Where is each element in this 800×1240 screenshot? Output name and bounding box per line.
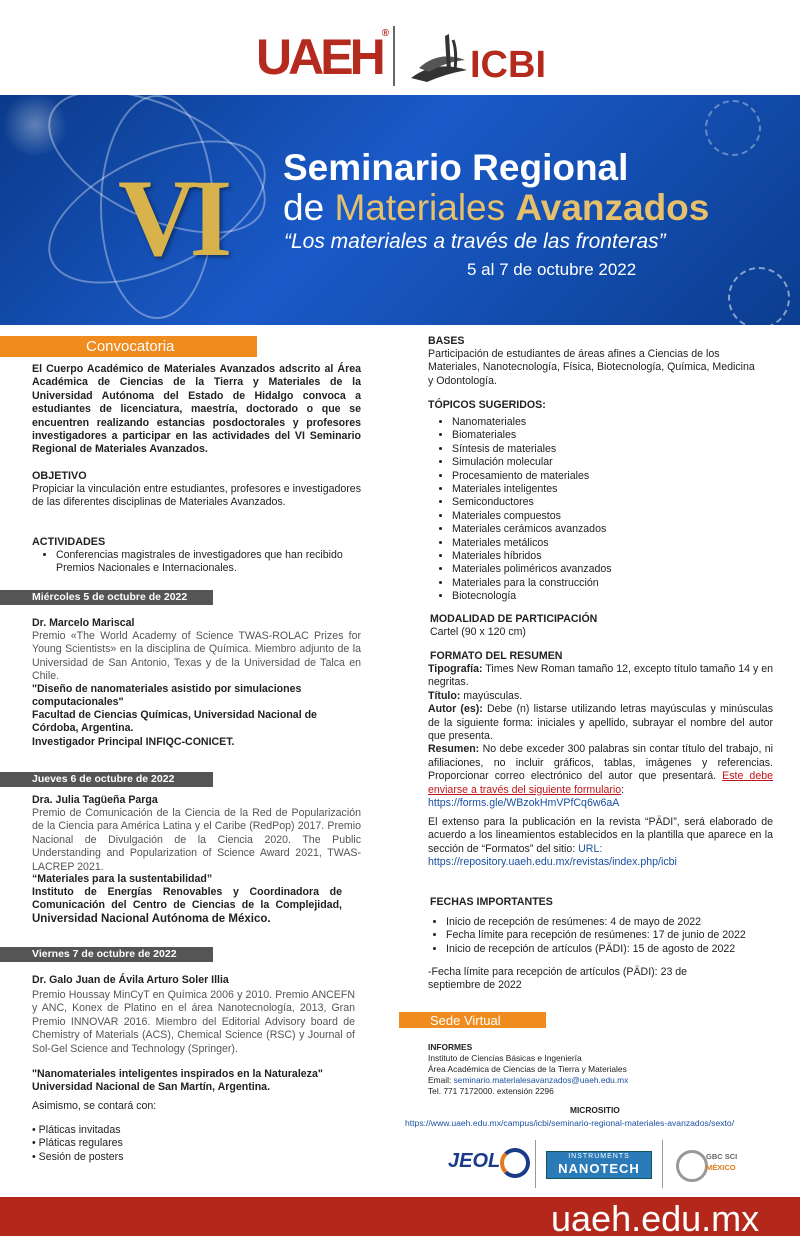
list-item: • Fecha límite para recepción de resúmenes: 17 de junio de 2022 [446, 929, 800, 942]
form-url-link[interactable]: https://forms.gle/WBzokHmVPfCq6w6aA [428, 797, 620, 810]
modalidad-heading: MODALIDAD DE PARTICIPACIÓN [430, 613, 598, 625]
list-item: • Inicio de recepción de artículos (PÄDI): 15 de agosto de 2022 [446, 943, 800, 956]
extras-list [32, 1124, 123, 1164]
informes-tel: Tel. 771 7172000. extensión 2296 [428, 1086, 554, 1096]
actividades-list [32, 549, 356, 576]
nanotech-logo: INSTRUMENTS NANOTECH [546, 1151, 652, 1179]
gbc-mexico-text: MÉXICO [706, 1163, 736, 1172]
list-item: • Síntesis de materiales [452, 443, 782, 456]
uaeh-logo: UAEH® [256, 28, 390, 85]
fecha-extra: -Fecha límite para recepción de artículos (PÄDI): 23 de septiembre de 2022 [428, 966, 688, 992]
speaker2-name: Dra. Julia Tagüeña Parga [32, 794, 158, 806]
asimismo-text: Asimismo, se contará con: [32, 1100, 157, 1112]
bases-heading: BASES [428, 335, 465, 347]
banner-title-line1: Seminario Regional [283, 147, 629, 188]
edition-roman-numeral: VI [118, 157, 225, 279]
sponsor-divider [662, 1140, 663, 1188]
micrositio-heading: MICROSITIO [570, 1105, 620, 1115]
fechas-heading: FECHAS IMPORTANTES [430, 896, 553, 908]
list-item: • Inicio de recepción de resúmenes: 4 de mayo de 2022 [446, 916, 800, 929]
speaker1-institution: Facultad de Ciencias Químicas, Universidad Nacional de Córdoba, Argentina. [32, 709, 317, 735]
list-item: • Materiales inteligentes [452, 483, 782, 496]
day2-bar: Jueves 6 de octubre de 2022 [0, 772, 213, 787]
fullerene-icon [728, 267, 790, 325]
molecule-decoration [0, 95, 70, 155]
speaker3-name: Dr. Galo Juan de Ávila Arturo Soler Illia [32, 974, 229, 986]
sede-title: Sede Virtual [430, 1013, 501, 1028]
list-item: • Materiales cerámicos avanzados [452, 523, 782, 536]
speaker1-name: Dr. Marcelo Mariscal [32, 617, 135, 629]
banner-quote: “Los materiales a través de las fronteras” [284, 230, 666, 253]
extenso-text: El extenso para la publicación en la revista “PÄDI”, será elaborado de acuerdo a los lineamientos establecidos en la plantilla que aparece en la sección de “Formatos” del sitio: URL: https://repository.uaeh.edu.mx/revistas/index.php/icbi [428, 816, 773, 869]
fechas-list [422, 916, 800, 956]
list-item: • Procesamiento de materiales [452, 470, 782, 483]
speaker3-bio: Premio Houssay MinCyT en Química 2006 y 2010. Premio ANCEFN y ANC, Konex de Platino en el área Nanotecnología, 2013, Gran Premio INNOVAR 2016. Miembro del Editorial Advisory board de Chemistry of Materials (ACS), Chemical Science (RSC) y Journal of Sol-Gel Science and Technology (Springer). [32, 989, 355, 1055]
fullerene-icon [705, 100, 761, 156]
speaker2-talk: “Materiales para la sustentabilidad” [32, 873, 213, 885]
gbc-logo-icon [676, 1150, 708, 1182]
micrositio-link[interactable]: https://www.uaeh.edu.mx/campus/icbi/seminario-regional-materiales-avanzados/sexto/ [405, 1118, 735, 1128]
convocatoria-title: Convocatoria [86, 338, 175, 355]
speaker2-bio: Premio de Comunicación de la Ciencia de la Red de Popularización de la Ciencia para América Latina y el Caribe (RedPop) 2017. Premio Nacional de Divulgación de la Ciencia 2020. The Public Understanding and Popularization of Science Award 2021, TWAS-LACREP 2021. [32, 807, 361, 873]
repository-link[interactable]: https://repository.uaeh.edu.mx/revistas/index.php/icbi [428, 856, 677, 869]
list-item: • Simulación molecular [452, 456, 782, 469]
list-item: • Pláticas regulares [32, 1137, 123, 1150]
banner-dates: 5 al 7 de octubre 2022 [467, 260, 637, 279]
email-link[interactable]: seminario.materialesavanzados@uaeh.edu.mx [453, 1075, 629, 1085]
list-item: • Materiales para la construcción [452, 577, 782, 590]
speaker1-bio: Premio «The World Academy of Science TWAS-ROLAC Prizes for Young Scientists» en la disciplina de Química. Miembro adjunto de la Universidad de San Antonio, Texas y de la Universidad de Talca en Chile. [32, 630, 361, 683]
autor-line: Autor (es): Debe (n) listarse utilizando letras mayúsculas y minúsculas de la siguiente forma: iniciales y apellido, subrayar el nombre del autor que presenta. [428, 703, 773, 743]
jeol-swoosh-icon [500, 1148, 530, 1178]
list-item: • Semiconductores [452, 496, 782, 509]
gbc-logo-text: GBC SCI [706, 1152, 738, 1161]
objetivo-heading: OBJETIVO [32, 470, 87, 482]
day3-bar: Viernes 7 de octubre de 2022 [0, 947, 213, 962]
sponsor-divider [535, 1140, 536, 1188]
logo-divider [393, 26, 395, 86]
day1-bar: Miércoles 5 de octubre de 2022 [0, 590, 213, 605]
banner-title-line2: de Materiales Avanzados [283, 187, 710, 228]
informes-block [428, 1042, 628, 1097]
titulo-line: Título: mayúsculas. [428, 689, 523, 702]
topicos-list [428, 416, 782, 604]
speaker3-institution: Universidad Nacional de San Martín, Argentina. [32, 1081, 271, 1093]
event-banner [0, 95, 800, 325]
speaker3-talk: "Nanomateriales inteligentes inspirados en la Naturaleza" [32, 1068, 323, 1080]
informes-institute: Instituto de Ciencias Básicas e Ingeniería [428, 1053, 582, 1063]
topicos-heading: TÓPICOS SUGERIDOS: [428, 399, 546, 411]
intro-text: El Cuerpo Académico de Materiales Avanzados adscrito al Área Académica de Ciencias de la Tierra y Materiales de la Universidad Autónoma del Estado de Hidalgo convoca a estudiantes de licenciatura, maestría, doctorado o que se encuentren realizando estancias posdoctorales y profesores investigadores a participar en las actividades del VI Seminario Regional de Materiales Avanzados. [32, 363, 361, 456]
list-item: • Materiales poliméricos avanzados [452, 563, 782, 576]
actividades-heading: ACTIVIDADES [32, 536, 106, 548]
formulario-link[interactable]: Este debe enviarse a través del siguiente formulario [428, 770, 774, 796]
modalidad-text: Cartel (90 x 120 cm) [430, 626, 526, 638]
jeol-logo: JEOL [448, 1150, 501, 1172]
formato-heading: FORMATO DEL RESUMEN [430, 650, 563, 662]
resumen-line: Resumen: No debe exceder 300 palabras sin contar título del trabajo, ni afiliaciones, no incluir gráficos, tablas, imágenes y referencias. Proporcionar correo electrónico del autor que presentará. Este debe enviarse a través del siguiente formulario: [428, 743, 774, 796]
speaker1-talk: "Diseño de nanomateriales asistido por simulaciones computacionales" [32, 683, 302, 709]
list-item: • Sesión de posters [32, 1150, 124, 1163]
list-item: • Nanomateriales [452, 416, 782, 429]
informes-area: Área Académica de Ciencias de la Tierra y Materiales [428, 1064, 627, 1074]
speaker1-role: Investigador Principal INFIQC-CONICET. [32, 736, 235, 748]
formato-text [428, 663, 773, 810]
speaker2-institution: Instituto de Energías Renovables y Coordinadora de Comunicación del Centro de Ciencias de la Complejidad, Universidad Nacional Autónoma de México. [32, 886, 342, 925]
objetivo-text: Propiciar la vinculación entre estudiantes, profesores e investigadores de las diferentes disciplinas de Materiales Avanzados. [32, 483, 361, 509]
bases-text: Participación de estudiantes de áreas afines a Ciencias de los Materiales, Nanotecnología, Física, Biotecnología, Química, Medicina y Odontología. [428, 348, 755, 387]
list-item: • Biotecnología [452, 590, 782, 603]
list-item: • Materiales híbridos [452, 550, 782, 563]
list-item: • Materiales metálicos [452, 537, 782, 550]
tipografia-line: Tipografía: Times New Roman tamaño 12, excepto título tamaño 14 y en negritas. [428, 663, 773, 689]
informes-heading: INFORMES [428, 1042, 473, 1052]
informes-email: Email: seminario.materialesavanzados@uaeh.edu.mx [428, 1075, 629, 1085]
list-item: • Conferencias magistrales de investigadores que han recibido Premios Nacionales e Internacionales. [56, 549, 356, 576]
icbi-logo: ICBI [470, 44, 546, 86]
list-item: • Pláticas invitadas [32, 1124, 121, 1136]
list-item: • Materiales compuestos [452, 510, 782, 523]
footer-site-link[interactable]: uaeh.edu.mx [551, 1198, 760, 1239]
list-item: • Biomateriales [452, 429, 782, 442]
